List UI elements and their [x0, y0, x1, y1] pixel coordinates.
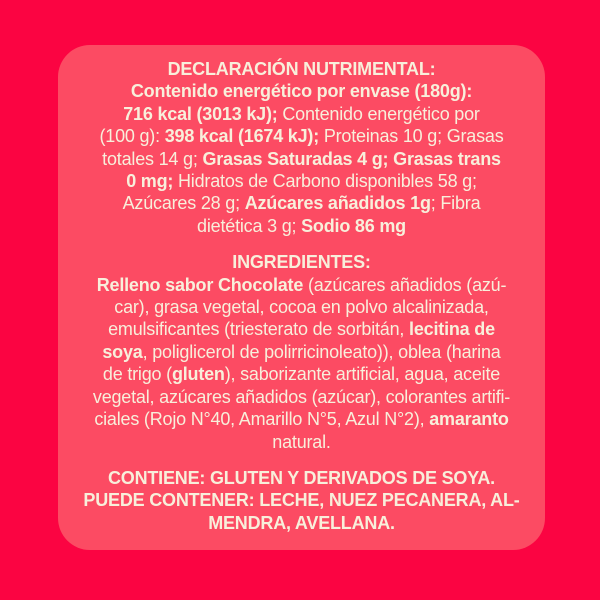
- allergen-warning-section: [66, 467, 537, 534]
- allergen-warning-text: [66, 467, 537, 534]
- text-line: natural.: [272, 431, 331, 452]
- text-line: (100 g): 398 kcal (1674 kJ); Proteinas 10 g; Grasas: [99, 126, 504, 147]
- nutrition-facts-section: [66, 58, 537, 237]
- ingredients-text: [66, 274, 537, 453]
- text-line: totales 14 g; Grasas Saturadas 4 g; Grasas trans: [102, 148, 501, 169]
- nutrition-facts-title: DECLARACIÓN NUTRIMENTAL:: [167, 59, 436, 79]
- text-line: Azúcares 28 g; Azúcares añadidos 1g; Fibra: [122, 193, 481, 214]
- text-line: car), grasa vegetal, cocoa en polvo alcalinizada,: [114, 297, 489, 318]
- text-line: CONTIENE: GLUTEN Y DERIVADOS DE SOYA.: [107, 467, 495, 488]
- text-line: ciales (Rojo N°40, Amarillo N°5, Azul N°2), amaranto: [94, 409, 509, 430]
- ingredients-section: [66, 251, 537, 453]
- text-line: 0 mg; Hidratos de Carbono disponibles 58 g;: [126, 171, 477, 192]
- text-line: Contenido energético por envase (180g):: [130, 81, 473, 102]
- text-line: vegetal, azúcares añadidos (azúcar), colorantes artifi-: [92, 386, 511, 407]
- text-line: dietética 3 g; Sodio 86 mg: [197, 215, 406, 236]
- nutrition-facts-text: [66, 80, 537, 237]
- ingredients-title: INGREDIENTES:: [232, 252, 371, 273]
- text-line: 716 kcal (3013 kJ); Contenido energético por: [123, 103, 480, 124]
- nutrition-label-card: [58, 45, 545, 550]
- text-line: Relleno sabor Chocolate (azúcares añadidos (azú-: [96, 274, 507, 295]
- text-line: de trigo (gluten), saborizante artificial, agua, aceite: [102, 364, 501, 385]
- text-line: PUEDE CONTENER: LECHE, NUEZ PECANERA, AL-: [83, 490, 520, 511]
- text-line: soya, poliglicerol de polirricinoleato)), oblea (harina: [102, 341, 501, 362]
- text-line: MENDRA, AVELLANA.: [208, 512, 395, 533]
- text-line: emulsificantes (triesterato de sorbitán, lecitina de: [108, 319, 495, 340]
